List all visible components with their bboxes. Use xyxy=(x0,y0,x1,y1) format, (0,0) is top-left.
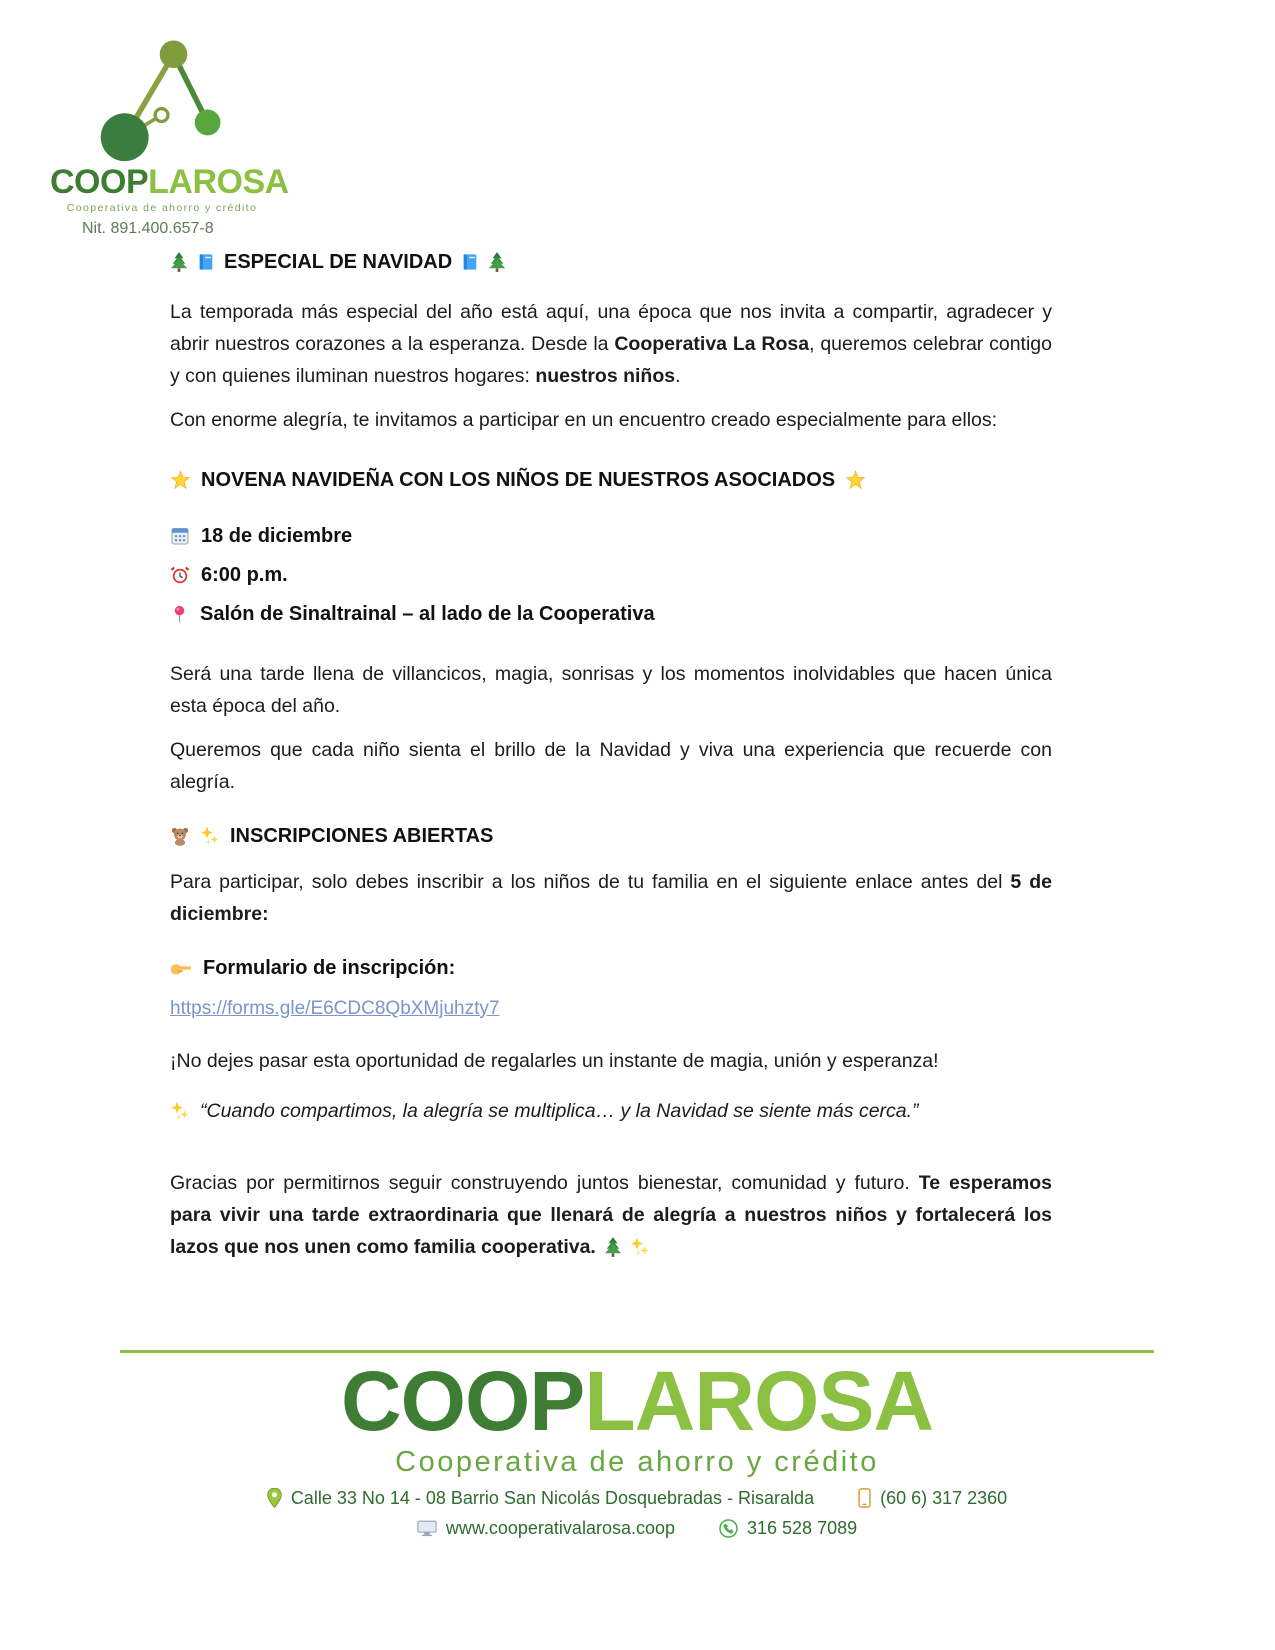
cta-paragraph: ¡No dejes pasar esta oportunidad de regalarles un instante de magia, unión y esperanza! xyxy=(170,1050,939,1072)
whatsapp-phone-icon xyxy=(719,1519,738,1538)
inscriptions-title xyxy=(170,820,1052,852)
footer-logo-coop: COOP xyxy=(340,1354,585,1448)
form-link[interactable]: https://forms.gle/E6CDC8QbXMjuhzty7 xyxy=(170,998,500,1019)
brand-coop: COOP xyxy=(50,163,149,201)
register-text-2: : xyxy=(262,903,269,925)
form-link-line xyxy=(170,992,1052,1025)
quote-text: “Cuando compartimos, la alegría se multiplica… y la Navidad se siente más cerca.” xyxy=(200,1100,919,1122)
footer-divider xyxy=(120,1350,1154,1353)
footer-mobile-item xyxy=(719,1518,857,1539)
closing-text: Gracias por permitirnos seguir construyendo juntos bienestar, comunidad y futuro. xyxy=(170,1172,919,1194)
footer-phone-item xyxy=(858,1488,1007,1509)
sparkles-icon xyxy=(170,1101,190,1121)
document-title xyxy=(170,246,1052,278)
register-paragraph xyxy=(170,866,1052,930)
intro-text-1: La temporada más especial del año está aquí, una época que nos invita a compartir, agradecer y abrir nuestros corazones a la esperanza. Desde la xyxy=(170,301,1052,355)
document-title-text: ESPECIAL DE NAVIDAD xyxy=(224,251,453,273)
calendar-icon xyxy=(170,526,190,546)
inscriptions-title-text: INSCRIPCIONES ABIERTAS xyxy=(230,825,494,847)
brand-nit: Nit. 891.400.657-8 xyxy=(82,220,214,237)
footer-logo-larosa: LAROSA xyxy=(584,1354,934,1448)
footer-website-item xyxy=(417,1518,675,1539)
location-pin-icon xyxy=(267,1488,282,1508)
footer-address: Calle 33 No 14 - 08 Barrio San Nicolás Dosquebradas - Risaralda xyxy=(290,1487,815,1508)
blue-book-icon xyxy=(197,253,215,271)
blue-book-icon xyxy=(461,253,479,271)
event-time-line xyxy=(170,559,1052,591)
footer-website: www.cooperativalarosa.coop xyxy=(445,1517,675,1538)
intro-text-3: . xyxy=(675,365,681,387)
register-text-1: Para participar, solo debes inscribir a los niños de tu familia en el siguiente enlace antes del xyxy=(170,871,1011,893)
register-bold-deadline: 5 de diciembre xyxy=(170,871,1052,925)
footer-logo xyxy=(120,1354,1154,1448)
description-paragraph-1: Será una tarde llena de villancicos, magia, sonrisas y los momentos inolvidables que hacen única esta época del año. xyxy=(170,663,1052,717)
intro-bold-cooperativa: Cooperativa La Rosa xyxy=(614,333,810,355)
event-title-text: NOVENA NAVIDEÑA CON LOS NIÑOS DE NUESTROS ASOCIADOS xyxy=(201,469,836,491)
header-brand xyxy=(50,34,289,238)
christmas-tree-icon xyxy=(170,252,188,272)
footer-contact-row-2 xyxy=(120,1518,1154,1539)
document-body xyxy=(170,246,1052,1285)
glowing-star-icon xyxy=(845,470,866,491)
pointing-right-hand-icon xyxy=(170,960,192,977)
event-place-text: Salón de Sinaltrainal – al lado de la Cooperativa xyxy=(200,603,655,625)
christmas-tree-icon xyxy=(604,1237,622,1257)
description-paragraph-2: Queremos que cada niño sienta el brillo de la Navidad y viva una experiencia que recuerde con alegría. xyxy=(170,739,1052,793)
closing-paragraph xyxy=(170,1167,1052,1263)
brand-name xyxy=(50,163,289,201)
event-date-line xyxy=(170,520,1052,552)
teddy-bear-icon xyxy=(170,826,190,846)
closing-bold-text: Te esperamos para vivir una tarde extraordinaria que llenará de alegría a nuestros niños y fortalecerá los lazos que nos unen como familia cooperativa. xyxy=(170,1172,1053,1258)
footer-mobile: 316 528 7089 xyxy=(747,1517,858,1538)
invite-paragraph: Con enorme alegría, te invitamos a participar en un encuentro creado especialmente para ellos: xyxy=(170,409,998,431)
form-label-text: Formulario de inscripción: xyxy=(203,957,456,979)
christmas-tree-icon xyxy=(488,252,506,272)
footer xyxy=(120,1350,1154,1539)
glowing-star-icon xyxy=(170,470,191,491)
sparkles-icon xyxy=(200,826,220,846)
event-place-line xyxy=(170,598,1052,630)
event-time-text: 6:00 p.m. xyxy=(201,564,288,586)
form-label-line xyxy=(170,952,1052,984)
event-date-text: 18 de diciembre xyxy=(201,525,353,547)
footer-phone: (60 6) 317 2360 xyxy=(880,1487,1008,1508)
quote-paragraph xyxy=(170,1095,1052,1127)
cooplarosa-logo-icon xyxy=(86,34,238,163)
event-details xyxy=(170,520,1052,630)
mobile-phone-icon xyxy=(858,1488,871,1508)
alarm-clock-icon xyxy=(170,565,190,585)
brand-subtitle: Cooperativa de ahorro y crédito xyxy=(66,202,258,214)
intro-paragraph xyxy=(170,296,1052,392)
footer-address-item xyxy=(267,1488,814,1509)
event-title xyxy=(170,464,1052,496)
intro-text-2: , queremos celebrar contigo y con quienes iluminan nuestros hogares: xyxy=(170,333,1052,387)
sparkles-icon xyxy=(630,1237,650,1257)
intro-bold-ninos: nuestros niños xyxy=(535,365,676,387)
website-monitor-icon xyxy=(417,1520,437,1537)
brand-larosa: LAROSA xyxy=(148,163,289,201)
round-pushpin-icon xyxy=(170,604,189,624)
footer-logo-subtitle: Cooperativa de ahorro y crédito xyxy=(395,1445,879,1478)
footer-contact-row-1 xyxy=(120,1488,1154,1509)
